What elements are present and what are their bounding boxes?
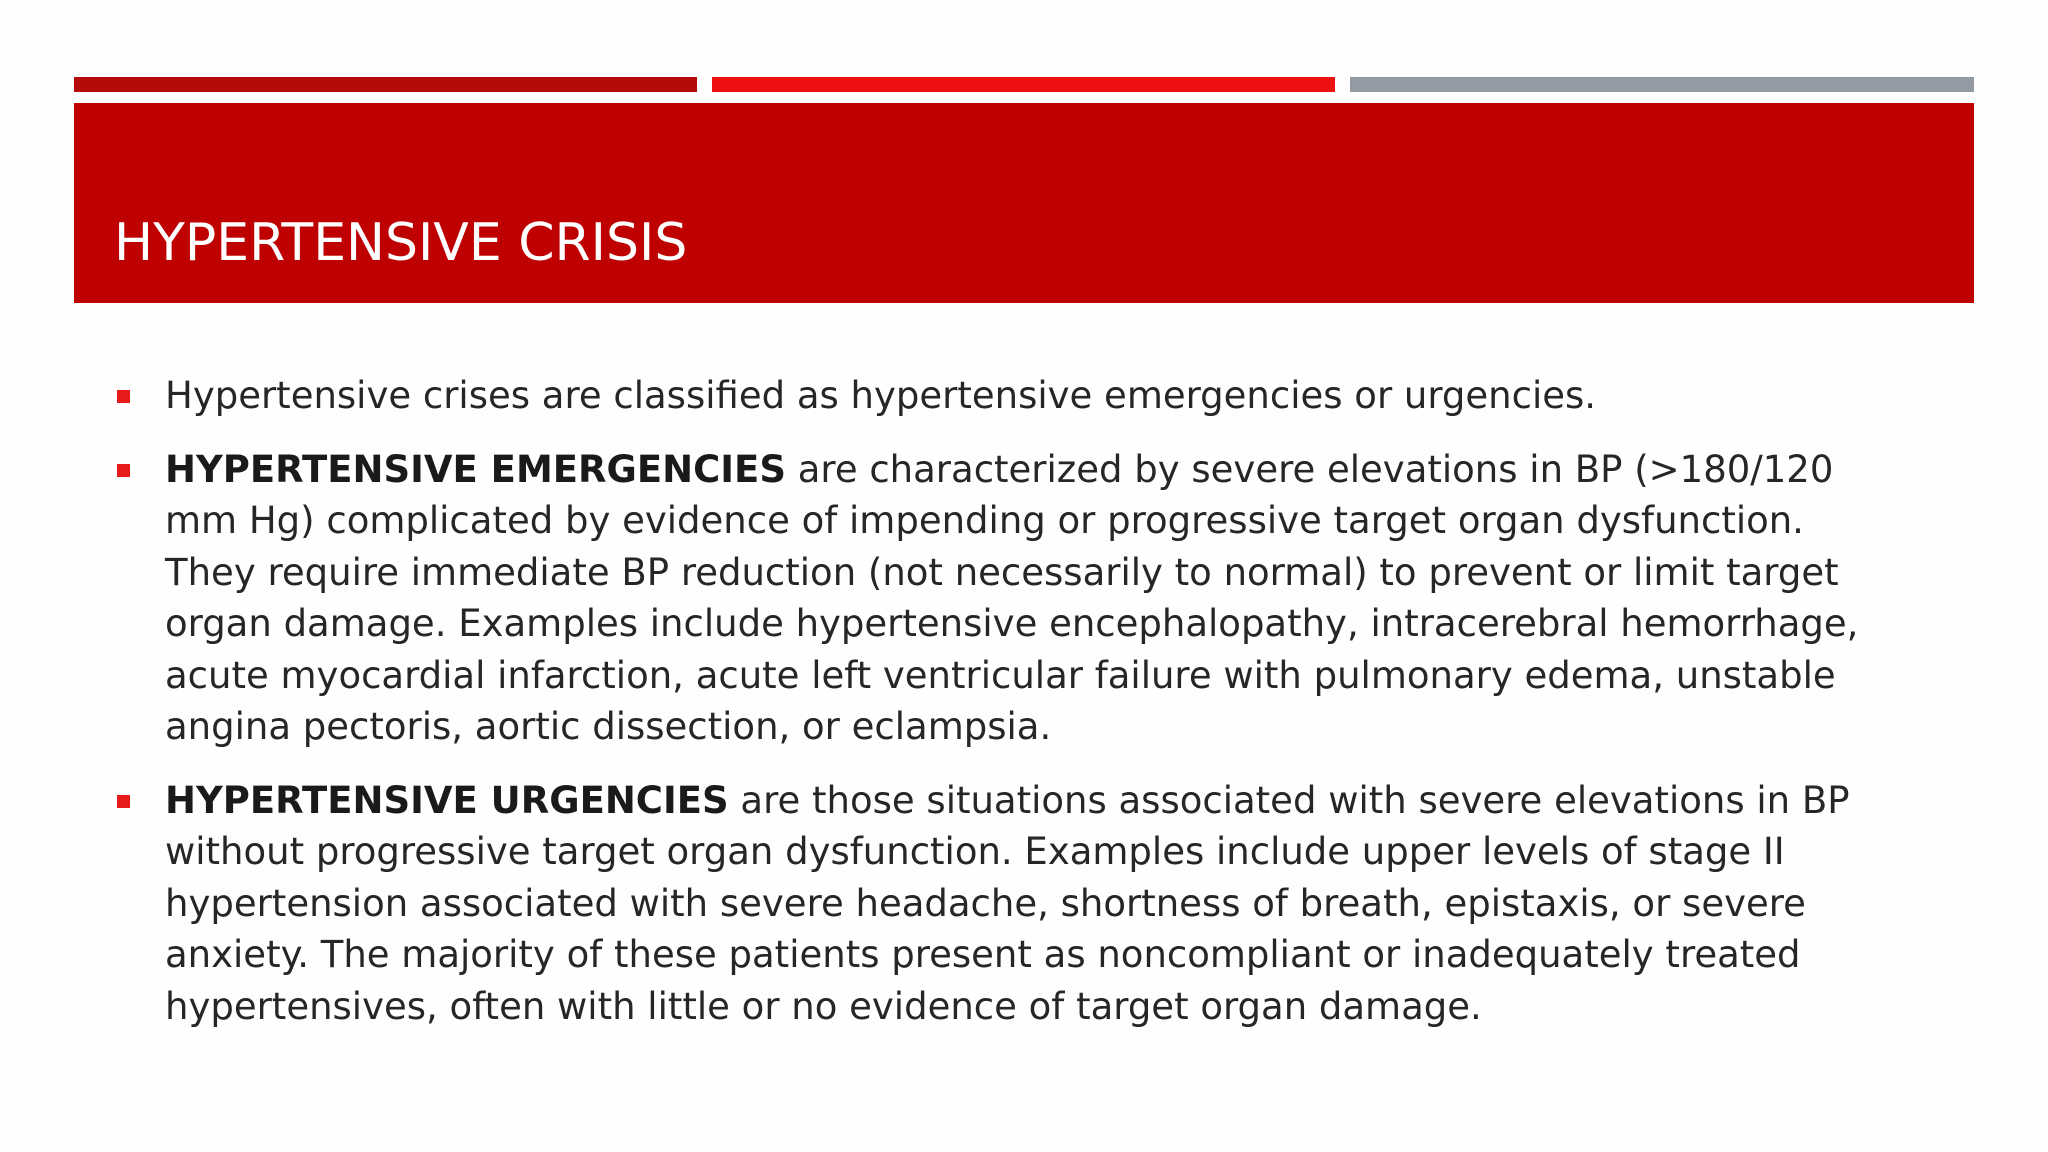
bullet-item [112, 775, 1902, 1033]
decorative-stripe-bright-red [712, 77, 1335, 92]
square-bullet-icon [117, 464, 130, 477]
bullet-item [112, 370, 1902, 422]
decorative-stripe-gray [1350, 77, 1974, 92]
bullet-text: Hypertensive crises are classified as hypertensive emergencies or urgencies. [165, 374, 1597, 417]
bullet-text: are characterized by severe elevations in BP (>180/120 mm Hg) complicated by evidence of impending or progressive target organ dysfunction. They require immediate BP reduction (not necessarily to normal) to prevent or limit target organ damage. Examples include hypertensive encephalopathy, intracerebral hemorrhage, acute myocardial infarction, acute left ventricular failure with pulmonary edema, unstable angina pectoris, aortic dissection, or eclampsia. [165, 447, 1859, 748]
slide-title: HYPERTENSIVE CRISIS [114, 213, 688, 273]
bullet-list [112, 370, 1902, 1054]
bullet-item [112, 444, 1902, 753]
bullet-text: are those situations associated with severe elevations in BP without progressive target organ dysfunction. Examples include upper levels of stage II hypertension associated with severe headache, shortness of breath, epistaxis, or severe anxiety. The majority of these patients present as noncompliant or inadequately treated hypertensives, often with little or no evidence of target organ damage. [165, 778, 1850, 1028]
bullet-lead-term: HYPERTENSIVE EMERGENCIES [165, 447, 786, 491]
square-bullet-icon [117, 390, 130, 403]
decorative-stripe-dark-red [74, 77, 697, 92]
square-bullet-icon [117, 795, 130, 808]
bullet-lead-term: HYPERTENSIVE URGENCIES [165, 778, 729, 822]
